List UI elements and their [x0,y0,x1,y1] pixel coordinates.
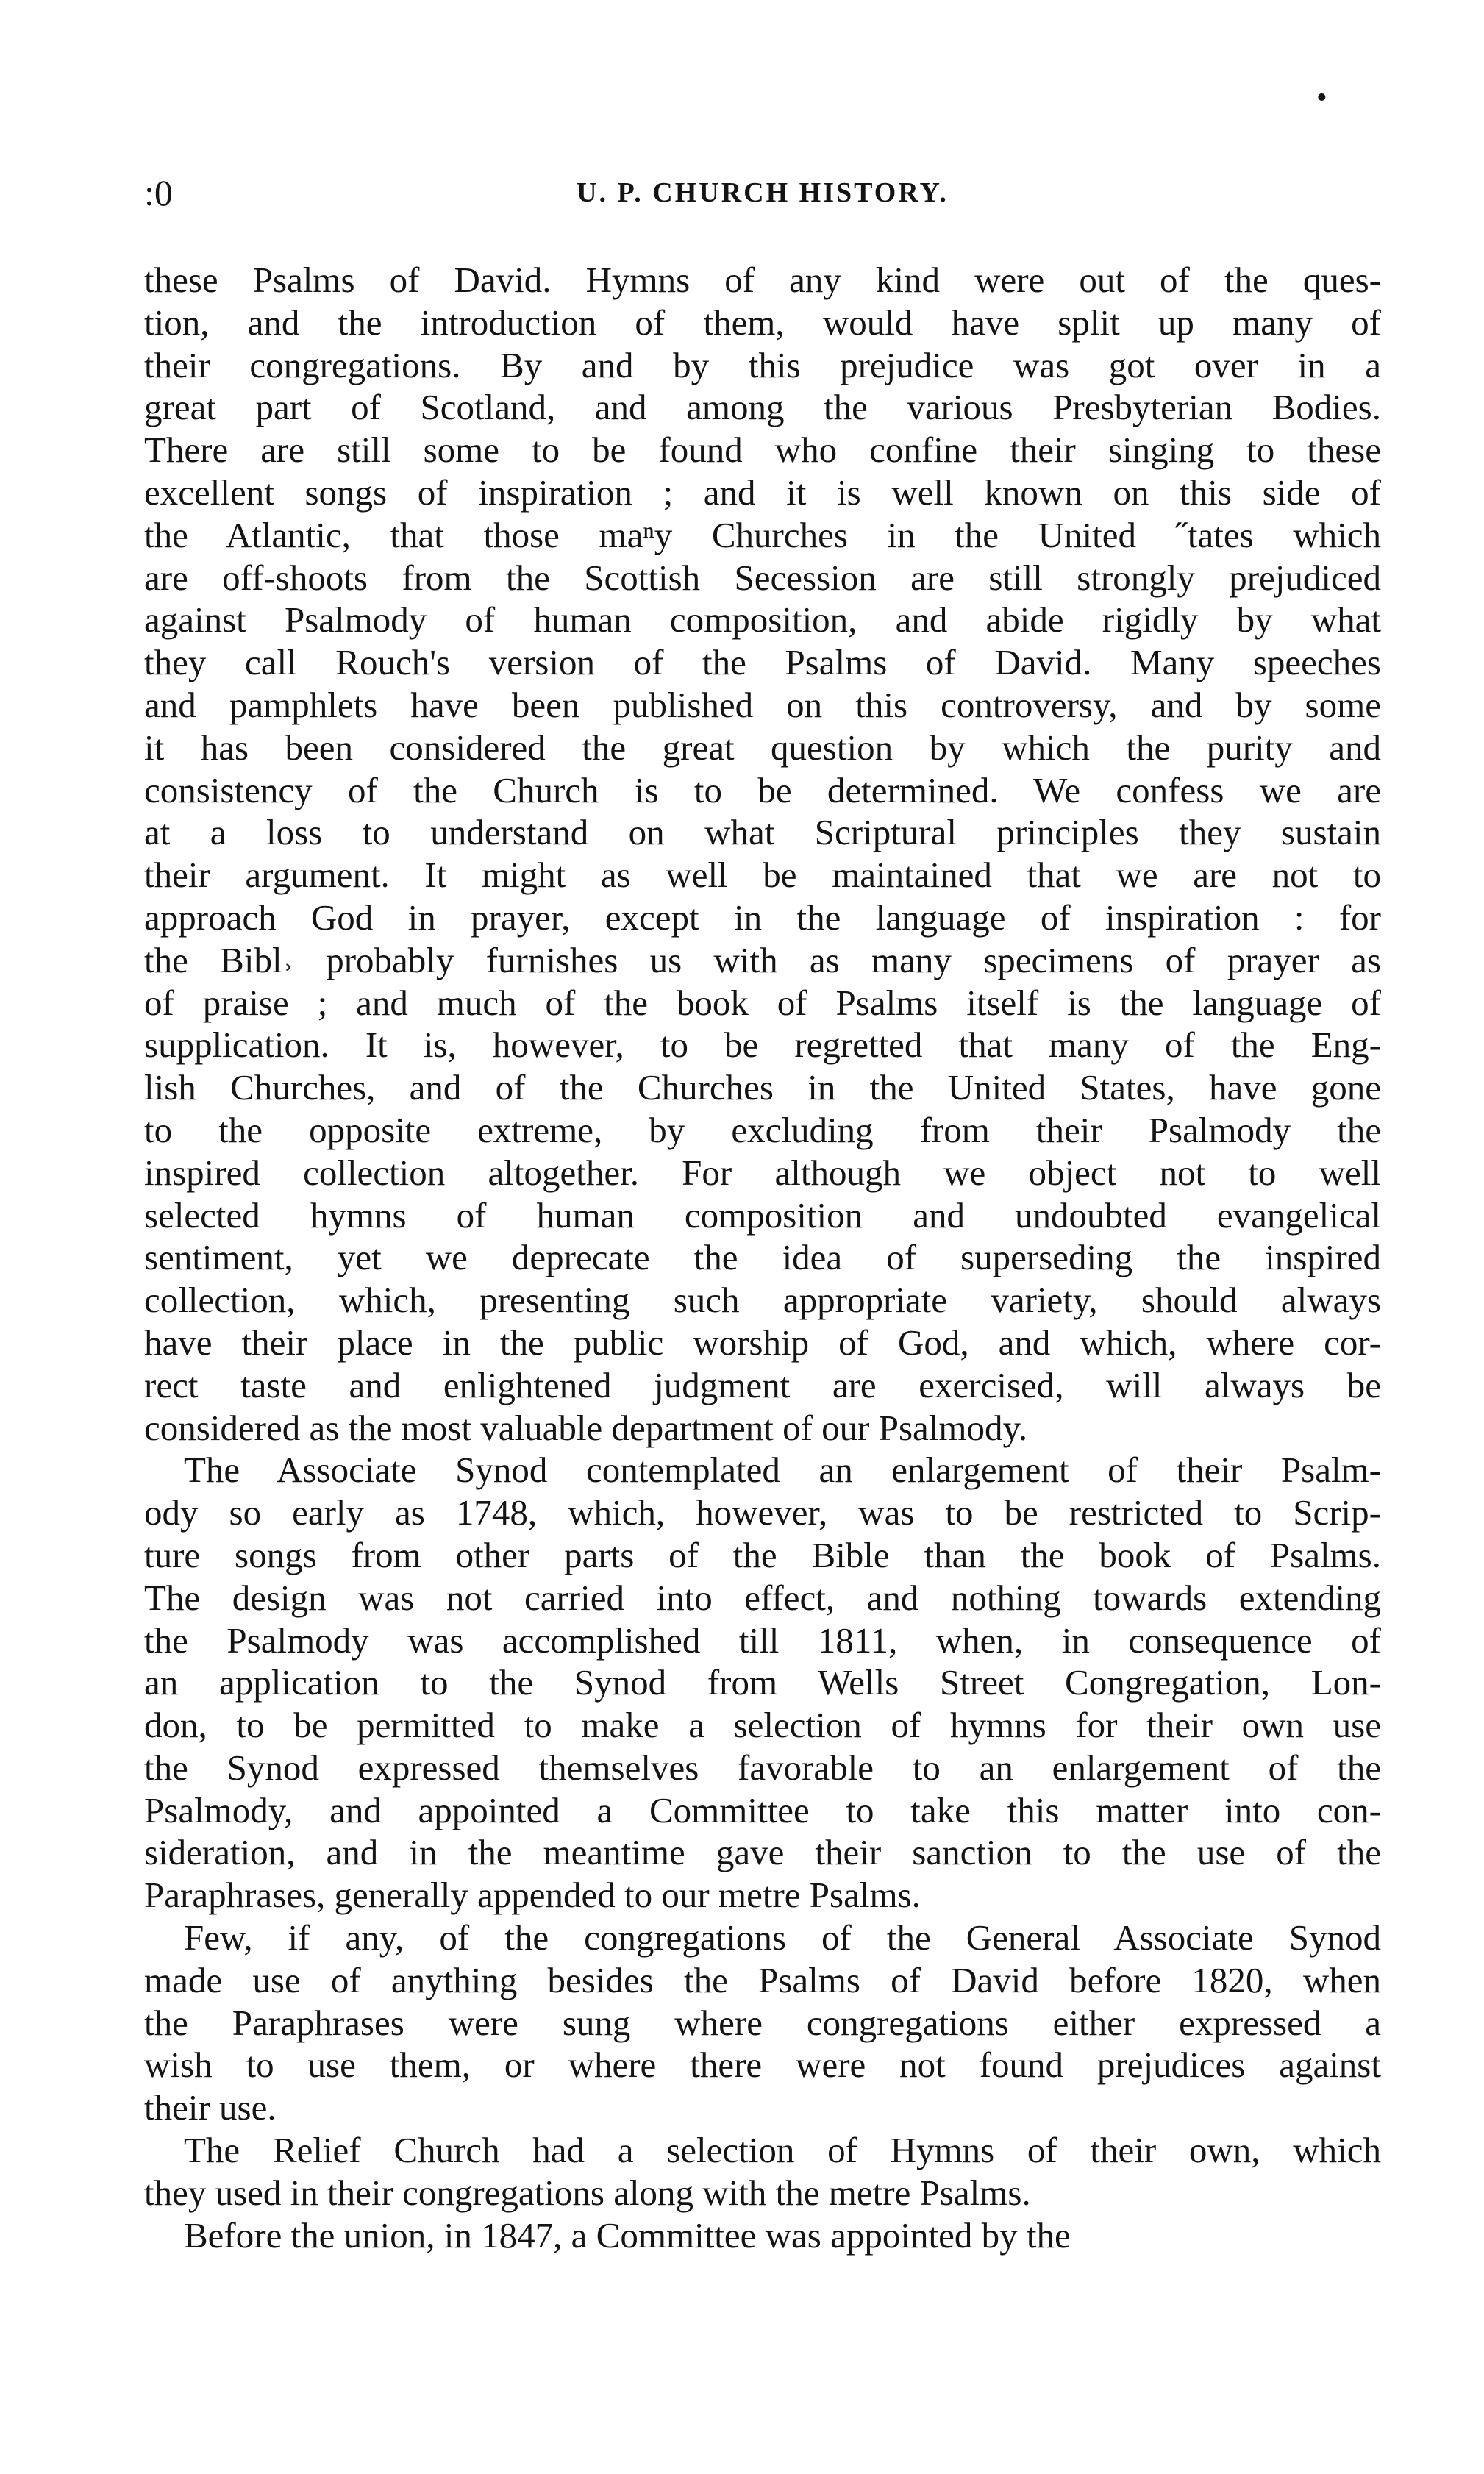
text-line: considered as the most valuable department of our Psalmody. [144,1407,1028,1448]
body-text [144,259,1381,2256]
text-line: collection, which, presenting such appropriate variety, should always [144,1280,1381,1321]
text-line: they used in their congregations along with the metre Psalms. [144,2172,1031,2213]
text-line: ody so early as 1748, which, however, was to be restricted to Scrip- [144,1492,1381,1533]
text-line: Psalmody, and appointed a Committee to take this matter into con- [144,1789,1381,1830]
text-line: against Psalmody of human composition, and abide rigidly by what [144,599,1381,641]
text-line: it has been considered the great question by which the purity and [144,727,1381,768]
text-line: made use of anything besides the Psalms of David before 1820, when [144,1959,1381,2000]
text-line: approach God in prayer, except in the language of inspiration : for [144,896,1381,938]
text-line: their use. [144,2087,277,2128]
text-line: their argument. It might as well be maintained that we are not to [144,855,1381,896]
text-line: The Associate Synod contemplated an enlargement of their Psalm- [184,1450,1381,1491]
text-line: sentiment, yet we deprecate the idea of superseding the inspired [144,1237,1381,1278]
text-line: consistency of the Church is to be determined. We confess we are [144,769,1381,810]
running-head [144,171,1381,215]
text-line: inspired collection altogether. For although we object not to well [144,1152,1381,1193]
text-line: rect taste and enlightened judgment are exercised, will always be [144,1364,1381,1405]
text-line: at a loss to understand on what Scriptural principles they sustain [144,812,1381,853]
page-number: :0 [144,172,173,213]
paragraph [144,2214,1381,2257]
text-line: The design was not carried into effect, and nothing towards extending [144,1577,1381,1618]
text-line: don, to be permitted to make a selection of hymns for their own use [144,1705,1381,1746]
text-line: they call Rouch's version of the Psalms of David. Many speeches [144,642,1381,683]
text-line: the Synod expressed themselves favorable to an enlargement of the [144,1747,1381,1788]
text-line: these Psalms of David. Hymns of any kind were out of the ques- [144,260,1381,300]
text-line: the Psalmody was accomplished till 1811, when, in consequence of [144,1619,1381,1661]
text-line: great part of Scotland, and among the various Presbyterian Bodies. [144,387,1381,428]
text-line: wish to use them, or where there were not found prejudices against [144,2045,1381,2086]
text-line: supplication. It is, however, to be regretted that many of the Eng- [144,1024,1381,1066]
text-line: of praise ; and much of the book of Psalms itself is the language of [144,982,1381,1023]
paragraph [144,1917,1381,2129]
text-line: the Bibl˒ probably furnishes us with as many specimens of prayer as [144,939,1381,980]
text-line: and pamphlets have been published on this controversy, and by some [144,684,1381,725]
text-line: Before the union, in 1847, a Committee was appointed by the [184,2214,1071,2256]
running-head-title: U. P. CHURCH HISTORY. [577,177,949,208]
paragraph [144,2129,1381,2214]
text-line: excellent songs of inspiration ; and it is well known on this side of [144,471,1381,513]
text-line: ture songs from other parts of the Bible than the book of Psalms. [144,1534,1381,1575]
text-line: There are still some to be found who confine their singing to these [144,429,1381,471]
text-line: have their place in the public worship of God, and which, where cor- [144,1322,1381,1363]
text-line: the Atlantic, that those maⁿy Churches in the United ˝tates which [144,514,1381,555]
text-line: selected hymns of human composition and undoubted evangelical [144,1194,1381,1236]
text-line: their congregations. By and by this prejudice was got over in a [144,344,1381,385]
text-line: to the opposite extreme, by excluding from their Psalmody the [144,1109,1381,1150]
text-line: The Relief Church had a selection of Hymns of their own, which [184,2130,1381,2171]
paragraph [144,1449,1381,1917]
text-line: the Paraphrases were sung where congregations either expressed a [144,2002,1381,2043]
text-line: an application to the Synod from Wells Street Congregation, Lon- [144,1662,1381,1703]
text-line: Few, if any, of the congregations of the General Associate Synod [184,1917,1381,1958]
text-line: Paraphrases, generally appended to our metre Psalms. [144,1875,921,1916]
text-line: are off-shoots from the Scottish Secession are still strongly prejudiced [144,557,1381,598]
text-line: lish Churches, and of the Churches in the United States, have gone [144,1067,1381,1108]
corner-mark: • [1316,81,1327,115]
paragraph [144,259,1381,1449]
text-line: tion, and the introduction of them, would have split up many of [144,302,1381,343]
text-line: sideration, and in the meantime gave their sanction to the use of the [144,1832,1381,1873]
